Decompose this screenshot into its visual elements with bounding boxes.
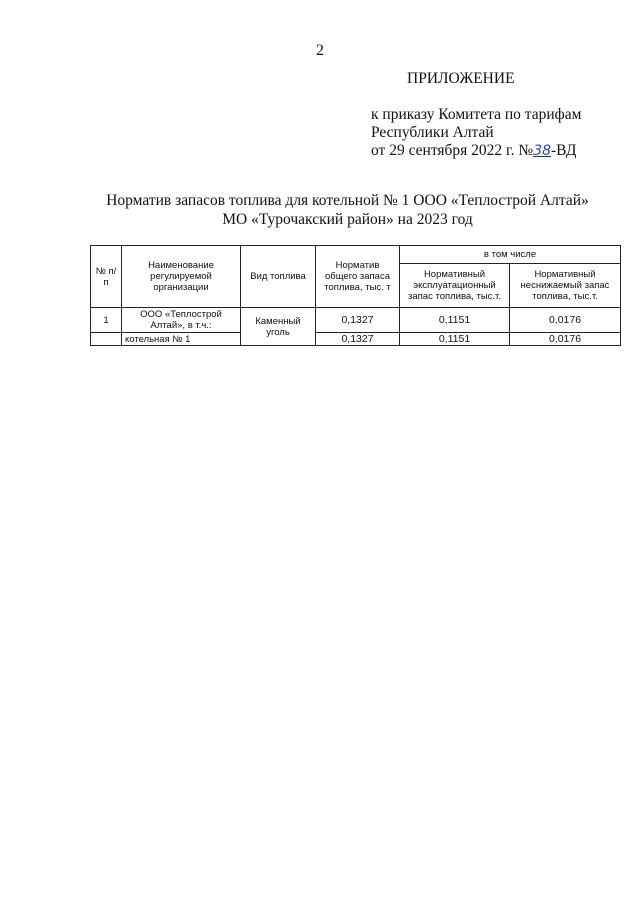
fuel-norms-table <box>90 245 621 346</box>
header-total-reserve: Норматив общего запаса топлива, тыс. т <box>316 246 400 308</box>
header-irreducible-reserve: Нормативный неснижаемый запас топлива, тыс.т. <box>510 264 621 308</box>
cell-organization: ООО «Теплострой Алтай», в т.ч.: <box>122 308 241 333</box>
order-line-2: Республики Алтай <box>371 124 494 141</box>
order-number-handwritten: 38 <box>533 143 552 159</box>
order-line-3 <box>371 142 581 160</box>
table-row <box>91 308 621 333</box>
order-suffix: -ВД <box>551 142 577 159</box>
title-line-2: МО «Турочакский район» на 2023 год <box>222 211 473 228</box>
title-line-1: Норматив запасов топлива для котельной № 1 ООО «Теплострой Алтай» <box>106 192 589 209</box>
page-number: 2 <box>316 42 324 59</box>
cell-total-reserve: 0,1327 <box>316 308 400 333</box>
cell-num <box>91 333 122 346</box>
cell-operational-reserve: 0,1151 <box>400 308 510 333</box>
cell-operational-reserve: 0,1151 <box>400 333 510 346</box>
order-reference <box>371 106 581 160</box>
cell-total-reserve: 0,1327 <box>316 333 400 346</box>
cell-irreducible-reserve: 0,0176 <box>510 333 621 346</box>
header-including: в том числе <box>400 246 621 264</box>
order-date: от 29 сентября 2022 г. № <box>371 142 534 159</box>
document-title <box>0 191 640 229</box>
cell-organization: котельная № 1 <box>122 333 241 346</box>
header-num: № п/п <box>91 246 122 308</box>
cell-irreducible-reserve: 0,0176 <box>510 308 621 333</box>
cell-num: 1 <box>91 308 122 333</box>
header-organization: Наименование регулируемой организации <box>122 246 241 308</box>
header-fuel-type: Вид топлива <box>241 246 316 308</box>
order-line-1: к приказу Комитета по тарифам <box>371 106 582 123</box>
header-operational-reserve: Нормативный эксплуатационный запас топлива, тыс.т. <box>400 264 510 308</box>
table-row <box>91 333 621 346</box>
cell-fuel-type: Каменный уголь <box>241 308 316 346</box>
appendix-label: ПРИЛОЖЕНИЕ <box>407 70 515 87</box>
